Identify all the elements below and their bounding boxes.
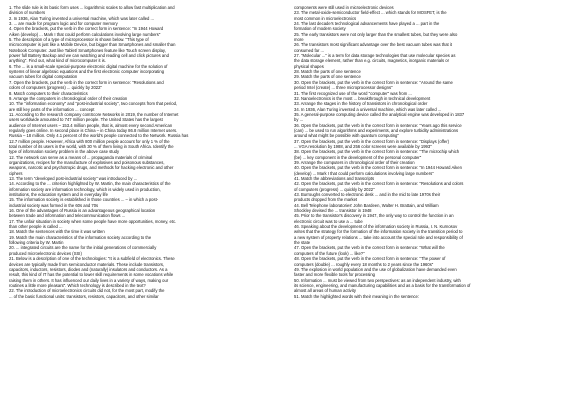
text-line: devices are typically made from semiconductor materials. These include transistors,: [9, 261, 165, 267]
text-line: between trade and information and telecommunication flows ...: [9, 213, 126, 219]
text-line: information society are information technology, which is widely used in production,: [9, 186, 161, 192]
text-line: its science, engineering, and manufacturing capabilities and as a basis for the transformation of: [294, 282, 471, 288]
text-line: capacitors, inductors, resistors, diodes and (naturally) insulators and conductors. As a: [9, 266, 168, 272]
text-line: 49. The explosion in world population and the use of globalization have demanded even: [294, 266, 457, 272]
text-line: 36. Open the brackets, put the verb in the correct form in sentence: "Years ago this service: [294, 122, 462, 128]
text-line: 37. Open the brackets, put the verb in the correct form in sentence: "Displays (offer): [294, 138, 450, 144]
text-line: 18. Match the sentences with the time it was written: [9, 229, 105, 235]
text-line: 51. Match the highlighted words with their meaning in the sentence:: [294, 293, 420, 299]
text-line: a new system of property relations ... take into account the special role and responsibility of: [294, 234, 463, 240]
text-line: 7. Open the brackets, put the verb in the correct form in sentence: "Resolutions and: [9, 79, 164, 85]
text-line: 22. The introduction of microelectronics circuits did not, for the most part, modify the: [9, 288, 165, 294]
text-line: vacuum tubes for digital computation: [9, 74, 78, 80]
text-line: division of numbers: [9, 10, 46, 16]
text-line: 20. ... integrated circuits are the name for the initial generations of commercially: [9, 245, 157, 251]
text-line: (be) ... key component in the development of the personal computer": [294, 154, 422, 160]
text-line: 35. A general-purpose computing device called the analytical engine was developed in 1837: [294, 111, 465, 117]
text-line: 29. Match the parts of one sentence: [294, 74, 361, 80]
text-line: colors of computers (progress) ... quickly by 2022": [9, 85, 102, 91]
text-line: around what might be possible with quantum computing": [294, 133, 399, 139]
text-line: the state: [294, 240, 311, 246]
text-line: by ...: [294, 117, 304, 123]
text-line: computers (double) ... roughly every 18 months to 2 years since the 1960s": [294, 261, 434, 267]
text-line: Shockley devised the ... transistor in 1948: [294, 208, 372, 214]
text-line: 12. The network can serve as a means of ... propaganda materials of criminal: [9, 154, 153, 160]
text-line: 12.7 million people. However, Africa with 800 million people account for only 1 % of the: [9, 138, 170, 144]
text-line: microcomputer is just like a Mobile Device, but bigger than Smartphones and smaller than: [9, 42, 176, 48]
text-line: 32. Nanoelectronics is the most ... breakthrough in technical development: [294, 95, 431, 101]
text-line: 44. Bell Telephone laboratories' John Bardeen, Walter H. Brattain, and William: [294, 202, 439, 208]
text-line: period Intel (create) ... three microprocessor designs": [294, 85, 393, 91]
text-line: 17. The unfair situation in society when some people have more opportunities, money, etc.: [9, 218, 177, 224]
text-line: 48. Open the brackets, put the verb in the correct form in sentence: "The power of: [294, 256, 446, 262]
text-line: most common in microelectronics: [294, 15, 357, 21]
left-column: [9, 5, 282, 402]
text-line: systems of linear algebraic equations and the first electronic computer incorporating: [9, 69, 165, 75]
text-line: organizations, recipes for the manufacture of explosives and poisonous substances,: [9, 159, 165, 165]
text-line: components were still used in microelectronic devices: [294, 5, 394, 10]
text-line: industrial society was formed in the 60s and 70s: [9, 202, 99, 208]
text-line: 30. Open the brackets, put the verb in the correct form in sentence: "Around the same: [294, 79, 453, 85]
text-line: 41. Match the abbreviations and transcripts: [294, 176, 375, 181]
text-line: 28. Match the parts of one sentence: [294, 69, 361, 75]
text-line: 23. The metal-oxide-semiconductor field-effect ... which stands for MOSFET, is the: [294, 10, 447, 16]
text-line: 21. Below is a description of one of the technologies: "It is a subfield of electronics. These: [9, 256, 175, 262]
text-line: 19. Match the main characteristics of the information society according to the: [9, 234, 152, 240]
text-line: 5. The description of a type of microprocessor is shown below. "This type of: [9, 37, 149, 43]
text-line: 16. One of the advantages of Russia is an advantageous geographical location: [9, 208, 156, 214]
text-line: produced microelectronic devices (SSI): [9, 250, 82, 256]
text-line: regularly goes online. In second place is China – in China today 86.8 million Internet users.: [9, 127, 178, 133]
text-line: 27. "Molecular ..." is a term for data storage technologies that use molecular species as: [294, 53, 456, 59]
text-line: weapons, narcotic and psychotropic drugs, and methods for hacking electronic and other: [9, 165, 174, 171]
text-line: Aiken (develop) ... Mark I that could perform calculations involving large numbers": [9, 31, 161, 37]
text-line: result, this kind of IT has the potential to lower skill requirements in some vocations while: [9, 272, 174, 278]
text-line: 8. Match computers to their characteristics: [9, 90, 88, 96]
text-line: institutions, the education system and in everyday life: [9, 192, 108, 198]
text-line: 6. The ... is a small-scale special-purpose electronic digital machine for the solution of: [9, 63, 168, 69]
text-line: users worldwide amounted to 747 million people. The United States has the largest: [9, 117, 163, 123]
text-line: 45. Prior to the transistor's discovery in 1947, the only way to control the function in an: [294, 213, 454, 219]
text-line: following criteria by W. Martin: [9, 240, 64, 246]
text-line: 24. The last decade's technological advancements have played a ... part in the: [294, 21, 440, 27]
text-line: ciphers: [9, 170, 23, 176]
text-line: than other people is called ...: [9, 224, 63, 230]
text-line: of computers (progress) ... quickly by 2022": [294, 186, 375, 192]
text-line: 1. The slide rule is its basic form uses ... logarithmic scales to allow fast multiplication and: [9, 5, 175, 10]
text-line: routines a little more pleasant". Which technology is described in the text?: [9, 282, 146, 288]
text-line: 42. Open the brackets, put the verb in the correct form in sentence: "Resolutions and colors: [294, 181, 464, 187]
text-line: ... VGA resolution by 1988, and 256 color screens were available by 1993": [294, 143, 432, 149]
text-line: audience of Internet users – 153.4 million people, that is, almost every second American: [9, 122, 173, 128]
text-line: computers of the future (look) ... like?": [294, 250, 365, 256]
text-line: 50. Information ... must be viewed from two perspectives: as an independent industry, with: [294, 277, 461, 283]
text-line: 10. The "information economy" and "post-industrial society", two concepts from that period,: [9, 101, 178, 107]
text-line: 34. In 1936, Alan Turing invented a universal machine, which was later called ...: [294, 106, 442, 112]
text-line: 43. Burroughs converted to electronic desk ... and in the mid to late 1970s their: [294, 192, 441, 198]
text-line: 26. The transistors most significant advantage over the best vacuum tubes was that it: [294, 42, 452, 48]
text-line: 2. In 1936, Alan Turing invented a universal machine, which was later called ...: [9, 15, 155, 21]
text-line: 39. Arrange the computers in chronological order of their creation: [294, 159, 415, 165]
text-line: type of information society problem in the above case study: [9, 149, 120, 155]
text-line: electronic circuit was to use a ... tube: [294, 218, 363, 224]
text-line: raising them in others. It has influenced our daily lives in a variety of ways, making our: [9, 277, 169, 283]
text-line: (can) ... be used to run algorithms and experiments, and explore turbidity administrations: [294, 127, 459, 133]
text-line: ... of the basic functional units: transistors, resistors, capacitors, and other similar: [9, 293, 159, 299]
text-line: formation of modern society: [294, 26, 346, 32]
text-line: Russia – 18 million. Only 4.1 percent of the world's people connected to the Network. Russia has: [9, 133, 189, 139]
text-line: 4. Open the brackets, put the verb in the correct form in sentence: "In 1944 Howard: [9, 26, 164, 32]
right-column: [294, 5, 567, 402]
text-line: 31. The first recognized use of the word "computer" was from ...: [294, 90, 412, 96]
text-line: 25. The early transistors were not only larger than the smallest tubes, but they were also: [294, 31, 458, 37]
text-line: faster and more flexible tools for processing: [294, 272, 375, 278]
text-line: power full Battery Backup and we can watching and reading cell and click pictures and: [9, 53, 169, 59]
text-line: writes that the strategy for the formation of the information society in the transition period to: [294, 229, 463, 235]
text-line: Notebook Computer. Just like Tablet/ Smartphones feature like Touch screen display,: [9, 47, 166, 53]
text-line: products dropped from the market: [294, 197, 358, 203]
text-line: 33. Arrange the stages in the history of transistors in chronological order: [294, 101, 428, 107]
text-line: (develop) ... Mark I that could perform calculations involving large numbers": [294, 170, 434, 176]
text-line: 11. According to the research company comScore Networks in 2019, the number of Internet: [9, 111, 179, 117]
text-line: 15. The information society is established in those countries ... – in which a post-: [9, 197, 159, 203]
text-line: more: [294, 37, 304, 43]
text-line: 46. Speaking about the development of the information society in Russia, I. N. Kurnosov: [294, 224, 458, 230]
text-line: almost all areas of human activity: [294, 288, 356, 294]
text-line: anything". Find out, what kind of microcomputer it is.: [9, 58, 106, 64]
text-line: the data storage element, rather than e.g. circuits, magnetics, inorganic materials or: [294, 58, 450, 64]
text-line: physical shapes: [294, 63, 324, 69]
text-line: 14. According to the ... criterion highlighted by W. Martin, the main characteristics of the: [9, 181, 171, 187]
text-line: 47. Open the brackets, put the verb in the correct form in sentence: "What will the: [294, 245, 445, 251]
text-line: 13. The term "developed post-industrial society" was introduced by ...: [9, 176, 138, 181]
text-line: total number of its users in the world, with 30 % of them living in South Africa. Identify the: [9, 143, 174, 149]
text-line: 40. Open the brackets, put the verb in the correct form in sentence: "In 1944 Howard Aiken: [294, 165, 462, 171]
text-line: 3. ... are made for program logic and for computer memory: [9, 21, 118, 27]
text-line: are still key parts of the information ... concept: [9, 106, 95, 112]
text-line: consumed far ...: [294, 47, 325, 53]
text-line: 9. Arrange the computers in chronological order of their creation: [9, 95, 128, 101]
text-line: 38. Open the brackets, put the verb in the correct form in sentence: "The microchip which: [294, 149, 460, 155]
